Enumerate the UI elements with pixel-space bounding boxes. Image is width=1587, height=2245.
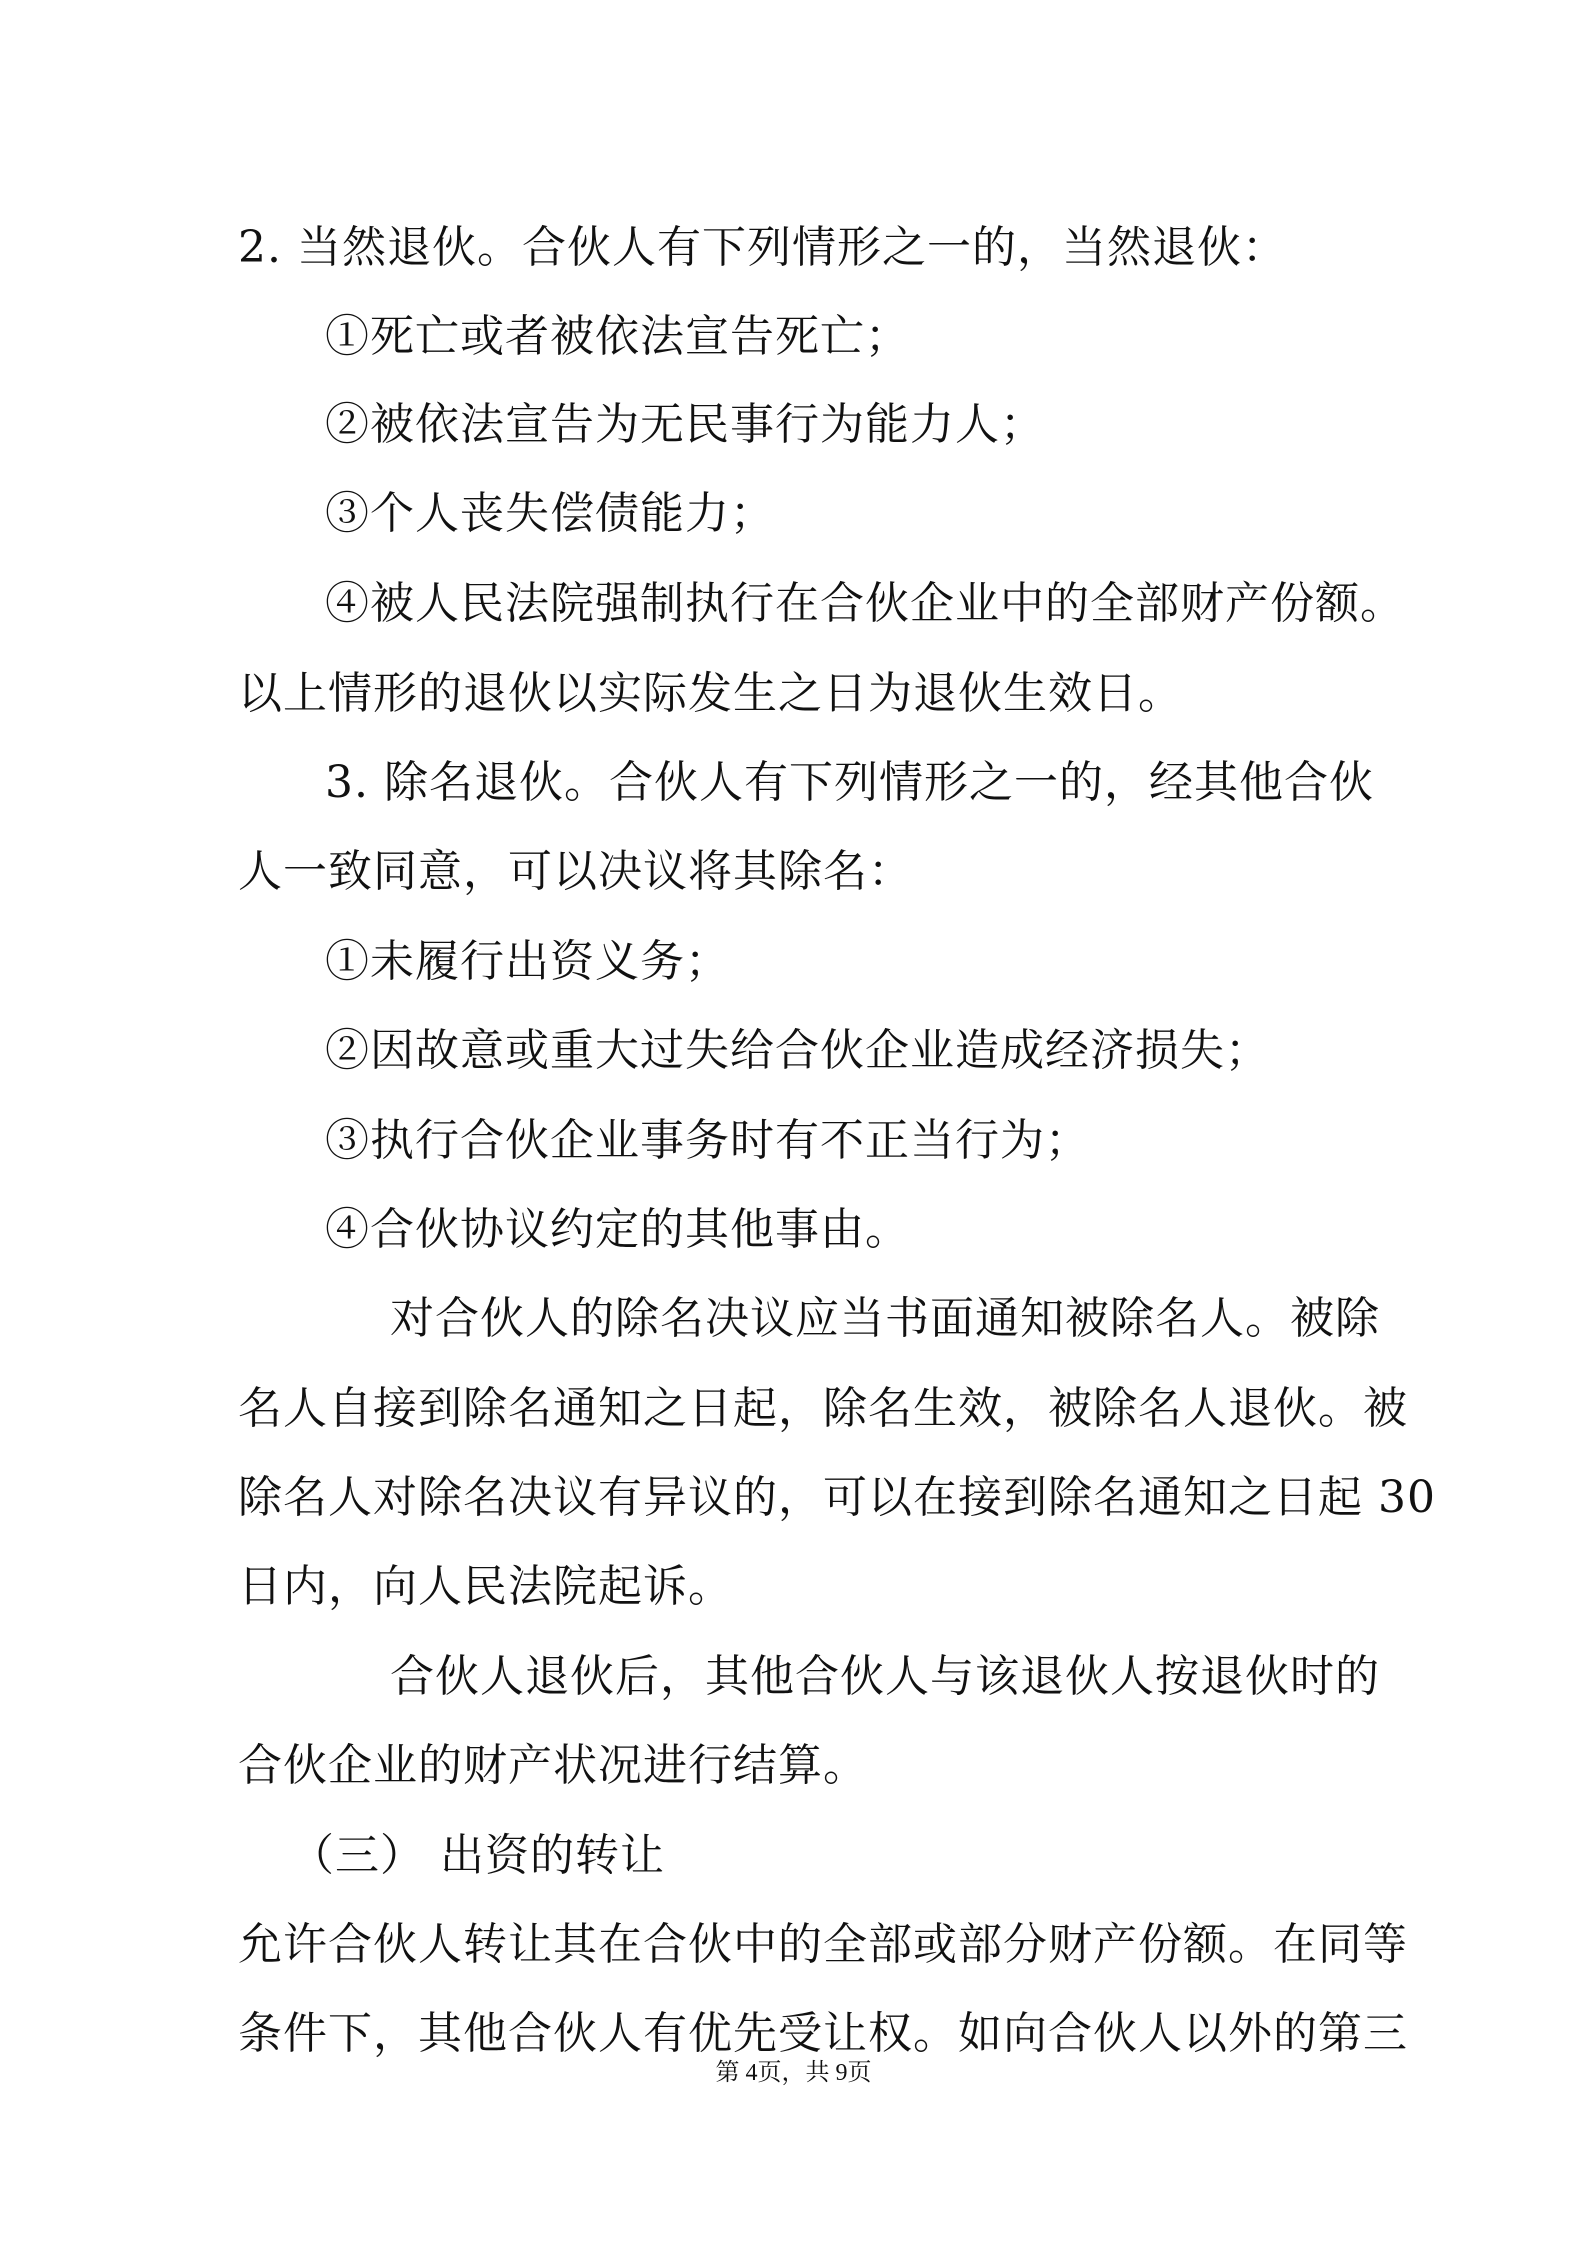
- text-line-13: 对合伙人的除名决议应当书面通知被除名人。被除: [390, 1293, 1380, 1344]
- text-line-15: 除名人对除名决议有异议的，可以在接到除名通知之日起 30: [238, 1472, 1436, 1523]
- text-line-18: 合伙企业的财产状况进行结算。: [238, 1740, 868, 1791]
- section-heading: （三） 出资的转让: [290, 1830, 665, 1881]
- text-line-1: 2. 当然退伙。合伙人有下列情形之一的，当然退伙：: [238, 222, 1287, 273]
- text-line-17: 合伙人退伙后，其他合伙人与该退伙人按退伙时的: [390, 1651, 1380, 1702]
- text-line-9: ①未履行出资义务；: [325, 936, 730, 987]
- text-line-3: ②被依法宣告为无民事行为能力人；: [325, 399, 1045, 450]
- text-line-6: 以上情形的退伙以实际发生之日为退伙生效日。: [238, 668, 1183, 719]
- text-line-2: ①死亡或者被依法宣告死亡；: [325, 311, 910, 362]
- text-line-8: 人一致同意，可以决议将其除名：: [238, 846, 913, 897]
- text-line-5: ④被人民法院强制执行在合伙企业中的全部财产份额。: [325, 578, 1405, 629]
- text-line-7: 3. 除名退伙。合伙人有下列情形之一的，经其他合伙: [325, 757, 1374, 808]
- text-line-14: 名人自接到除名通知之日起，除名生效，被除名人退伙。被: [238, 1383, 1408, 1434]
- text-line-12: ④合伙协议约定的其他事由。: [325, 1204, 910, 1255]
- text-line-4: ③个人丧失偿债能力；: [325, 488, 775, 539]
- text-line-20: 允许合伙人转让其在合伙中的全部或部分财产份额。在同等: [238, 1919, 1408, 1970]
- text-line-10: ②因故意或重大过失给合伙企业造成经济损失；: [325, 1025, 1270, 1076]
- text-line-11: ③执行合伙企业事务时有不正当行为；: [325, 1115, 1090, 1166]
- text-line-21: 条件下，其他合伙人有优先受让权。如向合伙人以外的第三: [238, 2008, 1408, 2059]
- page-number: 第 4页，共 9页: [715, 2060, 872, 2086]
- text-line-16: 日内，向人民法院起诉。: [238, 1561, 733, 1612]
